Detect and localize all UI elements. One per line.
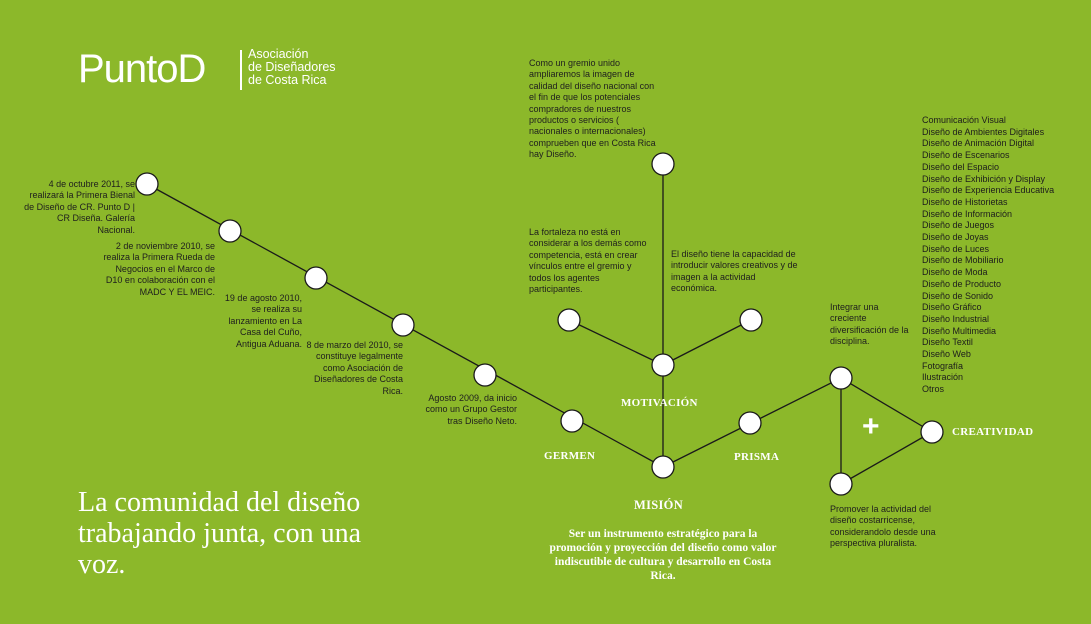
motivation-top-text: Como un gremio unido ampliaremos la imagen de calidad del diseño nacional con el fin de que los potenciales compradores de nuestros productos o servicios ( nacionales o internacionales) comprueben que en Costa Rica hay Diseño. bbox=[529, 58, 656, 160]
disciplines-list bbox=[922, 115, 1054, 396]
creatividad-label: CREATIVIDAD bbox=[952, 426, 1034, 438]
creatividad-node bbox=[921, 421, 943, 443]
discipline-item: Diseño Multimedia bbox=[922, 325, 997, 336]
logo-divider bbox=[240, 50, 242, 90]
motivation-left-text: La fortaleza no está en considerar a los demás como competencia, está en crear vínculos entre el gremio y todos los agentes participantes. bbox=[529, 227, 647, 295]
timeline-text-nov-2010: 2 de noviembre 2010, se realiza la Primera Rueda de Negocios en el Marco de D10 en colaboración con el MADC Y EL MEIC. bbox=[103, 241, 215, 297]
creatividad-top-node bbox=[830, 367, 852, 389]
creatividad-bottom-text: Promover la actividad del diseño costarricense, considerandolo desde una perspectiva pluralista. bbox=[830, 504, 936, 549]
discipline-item: Diseño de Sonido bbox=[922, 290, 994, 301]
discipline-item: Diseño de Información bbox=[922, 208, 1013, 219]
mision-node bbox=[652, 456, 674, 478]
mision-label: MISIÓN bbox=[634, 498, 684, 512]
discipline-item: Diseño de Experiencia Educativa bbox=[922, 185, 1055, 196]
logo-sub-line: de Costa Rica bbox=[248, 73, 327, 87]
discipline-item: Otros bbox=[922, 384, 945, 395]
discipline-item: Diseño de Luces bbox=[922, 243, 990, 254]
discipline-item: Diseño Web bbox=[922, 349, 971, 360]
timeline-node-2011 bbox=[136, 173, 158, 195]
timeline-text-mar-2010: 8 de marzo del 2010, se constituye legalmente como Asociación de Diseñadores de Costa Rica. bbox=[306, 340, 403, 396]
discipline-item: Fotografía bbox=[922, 360, 964, 371]
discipline-item: Diseño de Escenarios bbox=[922, 150, 1010, 161]
germen-label: GERMEN bbox=[544, 450, 596, 462]
logo-sub-line: Asociación bbox=[248, 47, 309, 61]
discipline-item: Diseño Industrial bbox=[922, 313, 990, 324]
timeline-text-aug-2010: 19 de agosto 2010, se realiza su lanzamiento en La Casa del Cuño, Antigua Aduana. bbox=[224, 293, 302, 349]
discipline-item: Comunicación Visual bbox=[922, 115, 1006, 125]
discipline-item: Diseño de Producto bbox=[922, 278, 1002, 289]
motivation-left-node bbox=[558, 309, 580, 331]
timeline-node-2009 bbox=[474, 364, 496, 386]
discipline-item: Diseño de Exhibición y Display bbox=[922, 173, 1046, 184]
discipline-item: Diseño de Moda bbox=[922, 267, 988, 278]
mision-statement: Ser un instrumento estratégico para la promoción y proyección del diseño como valor indiscutible de cultura y desarrollo en Costa Rica. bbox=[549, 528, 777, 582]
germen-node bbox=[561, 410, 583, 432]
timeline-node-nov-2010 bbox=[219, 220, 241, 242]
discipline-item: Diseño de Historietas bbox=[922, 196, 1008, 207]
triangle-bottom-side bbox=[841, 432, 932, 484]
tagline: La comunidad del diseño trabajando junta, con una voz. bbox=[78, 487, 362, 580]
discipline-item: Diseño de Mobiliario bbox=[922, 255, 1004, 266]
discipline-item: Diseño Textil bbox=[922, 337, 973, 348]
timeline-text-2011: 4 de octubre 2011, se realizará la Primera Bienal de Diseño de CR. Punto D | CR Diseña. Galería Nacional. bbox=[24, 179, 135, 235]
timeline-node-aug-2010 bbox=[305, 267, 327, 289]
motivation-right-branch bbox=[663, 320, 751, 365]
creatividad-top-text: Integrar una creciente diversificación de la disciplina. bbox=[830, 302, 909, 347]
logo-wordmark: PuntoD bbox=[78, 47, 206, 91]
discipline-item: Diseño de Animación Digital bbox=[922, 138, 1035, 149]
motivation-left-branch bbox=[569, 320, 663, 365]
timeline-text-2009: Agosto 2009, da inicio como un Grupo Gestor tras Diseño Neto. bbox=[425, 393, 517, 426]
motivation-right-text: El diseño tiene la capacidad de introducir valores creativos y de imagen a la actividad económica. bbox=[671, 249, 798, 294]
motivation-right-node bbox=[740, 309, 762, 331]
prisma-node bbox=[739, 412, 761, 434]
timeline-node-mar-2010 bbox=[392, 314, 414, 336]
prisma-label: PRISMA bbox=[734, 451, 780, 463]
logo-subtitle bbox=[248, 48, 336, 87]
discipline-item: Diseño del Espacio bbox=[922, 161, 1000, 172]
logo-sub-line: de Diseñadores bbox=[248, 60, 336, 74]
discipline-item: Diseño Gráfico bbox=[922, 302, 982, 313]
creatividad-bottom-node bbox=[830, 473, 852, 495]
discipline-item: Diseño de Joyas bbox=[922, 232, 989, 243]
plus-icon: + bbox=[862, 410, 880, 443]
discipline-item: Diseño de Juegos bbox=[922, 220, 995, 231]
discipline-item: Ilustración bbox=[922, 372, 964, 383]
discipline-item: Diseño de Ambientes Digitales bbox=[922, 126, 1045, 137]
motivacion-node bbox=[652, 354, 674, 376]
triangle-top-side bbox=[841, 378, 932, 432]
motivacion-label: MOTIVACIÓN bbox=[621, 397, 698, 409]
